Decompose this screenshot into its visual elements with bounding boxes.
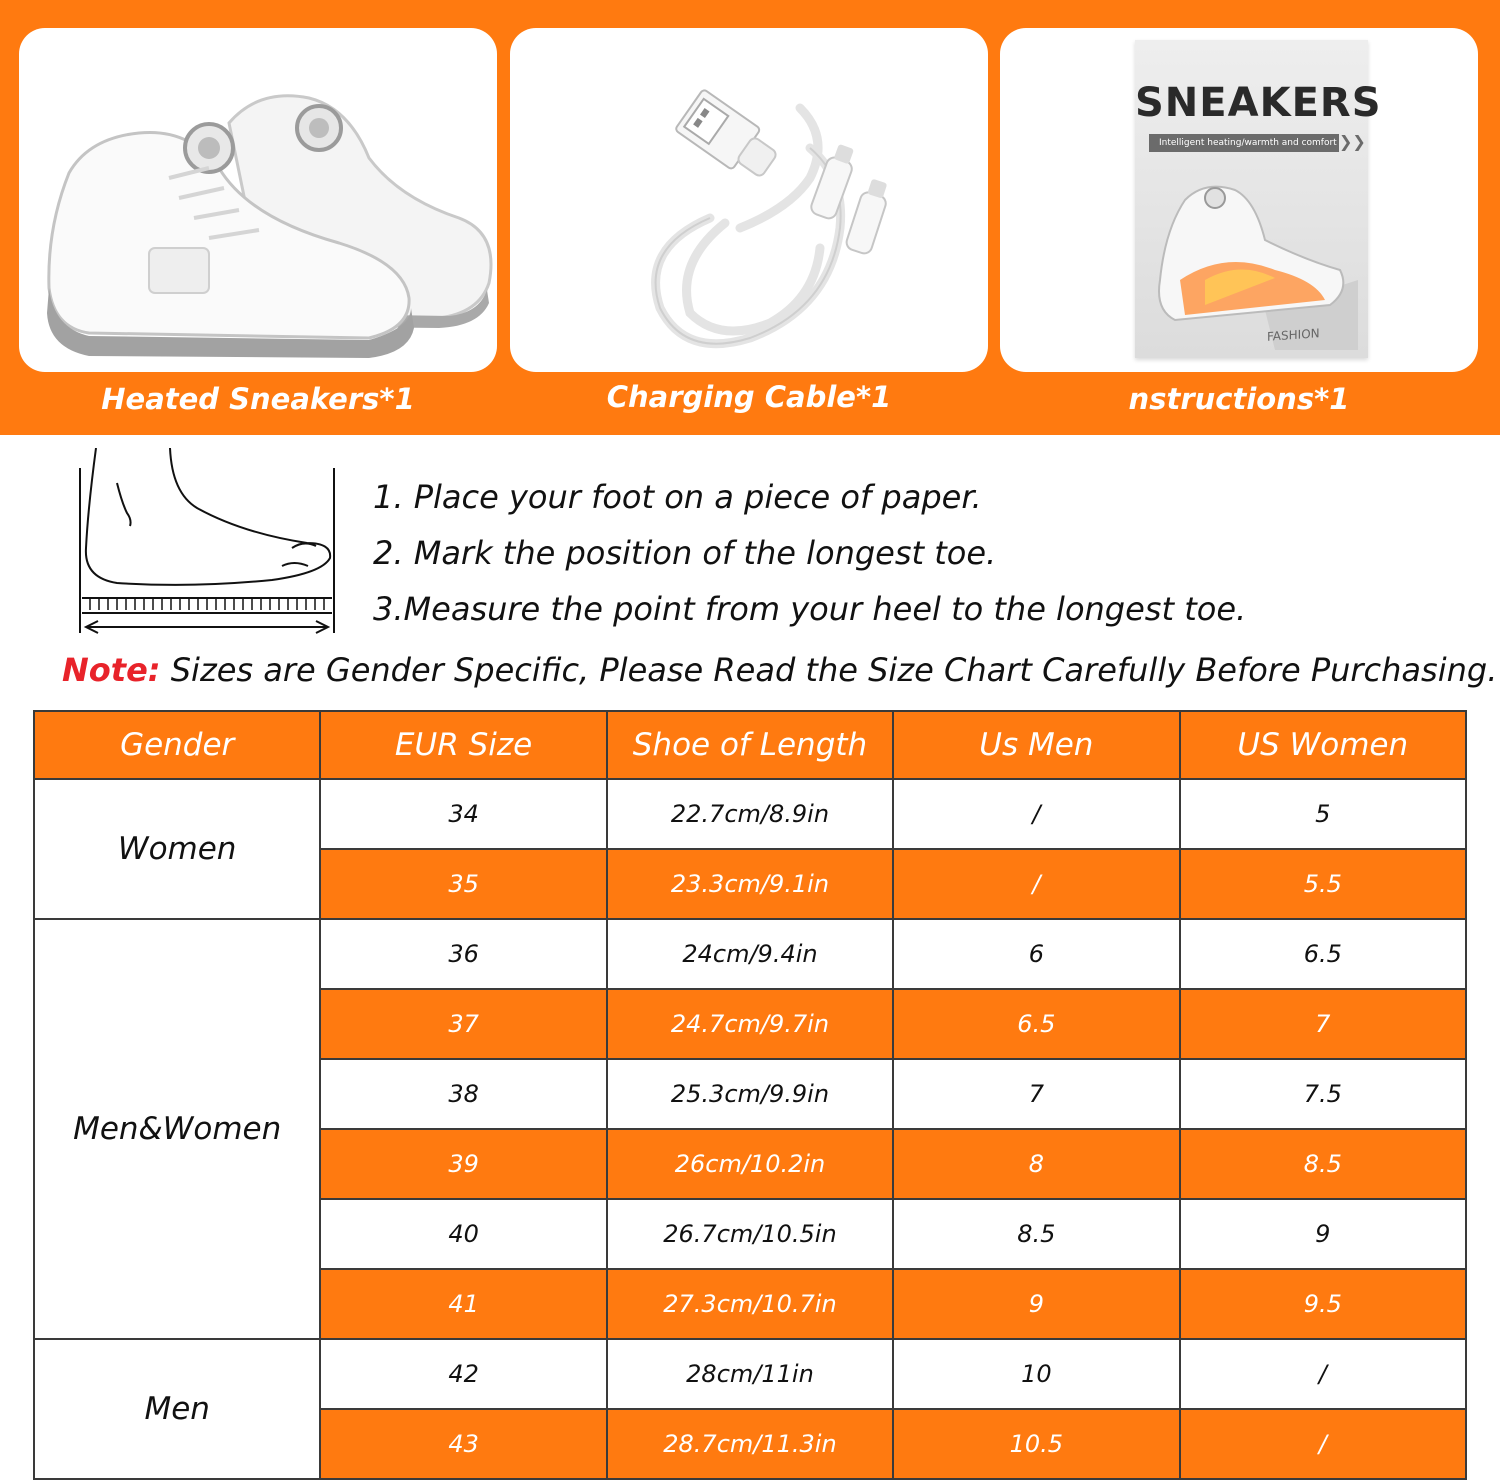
- table-row: [34, 919, 1466, 989]
- eur-size-cell: 41: [320, 1269, 606, 1339]
- header-shoe-length: Shoe of Length: [607, 711, 893, 779]
- length-cell: 26.7cm/10.5in: [607, 1199, 893, 1269]
- us-women-cell: 8.5: [1180, 1129, 1466, 1199]
- us-men-cell: /: [893, 779, 1179, 849]
- eur-size-cell: 38: [320, 1059, 606, 1129]
- gender-cell: Women: [34, 779, 320, 919]
- length-cell: 22.7cm/8.9in: [607, 779, 893, 849]
- us-women-cell: 7.5: [1180, 1059, 1466, 1129]
- length-cell: 28cm/11in: [607, 1339, 893, 1409]
- us-men-cell: 6: [893, 919, 1179, 989]
- measure-step-1: 1. Place your foot on a piece of paper.: [373, 478, 982, 516]
- instruction-booklet-image: [1135, 40, 1382, 358]
- us-men-cell: 6.5: [893, 989, 1179, 1059]
- us-men-cell: 8.5: [893, 1199, 1179, 1269]
- cable-card: [510, 28, 988, 372]
- us-women-cell: 6.5: [1180, 919, 1466, 989]
- eur-size-cell: 40: [320, 1199, 606, 1269]
- eur-size-cell: 39: [320, 1129, 606, 1199]
- us-women-cell: 7: [1180, 989, 1466, 1059]
- us-men-cell: 7: [893, 1059, 1179, 1129]
- us-men-cell: 8: [893, 1129, 1179, 1199]
- length-cell: 27.3cm/10.7in: [607, 1269, 893, 1339]
- size-chart-table: [33, 710, 1467, 1480]
- heated-sneaker-icon: [1145, 160, 1358, 350]
- usb-cable-image: [510, 28, 988, 372]
- table-row: [34, 1339, 1466, 1409]
- length-cell: 23.3cm/9.1in: [607, 849, 893, 919]
- eur-size-cell: 43: [320, 1409, 606, 1479]
- us-men-cell: /: [893, 849, 1179, 919]
- gender-cell: Men&Women: [34, 919, 320, 1339]
- length-cell: 24.7cm/9.7in: [607, 989, 893, 1059]
- table-header-row: [34, 711, 1466, 779]
- length-cell: 24cm/9.4in: [607, 919, 893, 989]
- sneakers-card: [19, 28, 497, 372]
- package-contents-band: [0, 0, 1500, 435]
- length-cell: 28.7cm/11.3in: [607, 1409, 893, 1479]
- header-eur-size: EUR Size: [320, 711, 606, 779]
- instructions-card: [1000, 28, 1478, 372]
- length-cell: 25.3cm/9.9in: [607, 1059, 893, 1129]
- us-men-cell: 10: [893, 1339, 1179, 1409]
- us-men-cell: 10.5: [893, 1409, 1179, 1479]
- header-gender: Gender: [34, 711, 320, 779]
- cable-label: Charging Cable*1: [606, 380, 892, 414]
- length-cell: 26cm/10.2in: [607, 1129, 893, 1199]
- booklet-title: SNEAKERS: [1135, 80, 1382, 126]
- us-women-cell: /: [1180, 1339, 1466, 1409]
- sneakers-label: Heated Sneakers*1: [101, 382, 415, 416]
- us-women-cell: 5: [1180, 779, 1466, 849]
- eur-size-cell: 42: [320, 1339, 606, 1409]
- chevron-right-icon: ❯❯: [1339, 132, 1366, 151]
- eur-size-cell: 34: [320, 779, 606, 849]
- note-text: Sizes are Gender Specific, Please Read the Size Chart Carefully Before Purchasing.: [160, 651, 1498, 689]
- booklet-subtitle: Intelligent heating/warmth and comfort: [1149, 134, 1339, 152]
- header-us-men: Us Men: [893, 711, 1179, 779]
- booklet-footer: FASHION: [1267, 326, 1320, 344]
- eur-size-cell: 36: [320, 919, 606, 989]
- header-us-women: US Women: [1180, 711, 1466, 779]
- foot-measure-icon: [72, 448, 342, 638]
- sneaker-image: [19, 28, 497, 372]
- us-women-cell: /: [1180, 1409, 1466, 1479]
- us-women-cell: 9: [1180, 1199, 1466, 1269]
- table-row: [34, 779, 1466, 849]
- us-women-cell: 5.5: [1180, 849, 1466, 919]
- note-label: Note:: [62, 651, 161, 689]
- size-note: [62, 651, 1497, 689]
- us-men-cell: 9: [893, 1269, 1179, 1339]
- eur-size-cell: 35: [320, 849, 606, 919]
- measure-step-3: 3.Measure the point from your heel to the longest toe.: [373, 590, 1247, 628]
- instructions-label: nstructions*1: [1128, 382, 1350, 416]
- us-women-cell: 9.5: [1180, 1269, 1466, 1339]
- eur-size-cell: 37: [320, 989, 606, 1059]
- gender-cell: Men: [34, 1339, 320, 1479]
- measure-step-2: 2. Mark the position of the longest toe.: [373, 534, 997, 572]
